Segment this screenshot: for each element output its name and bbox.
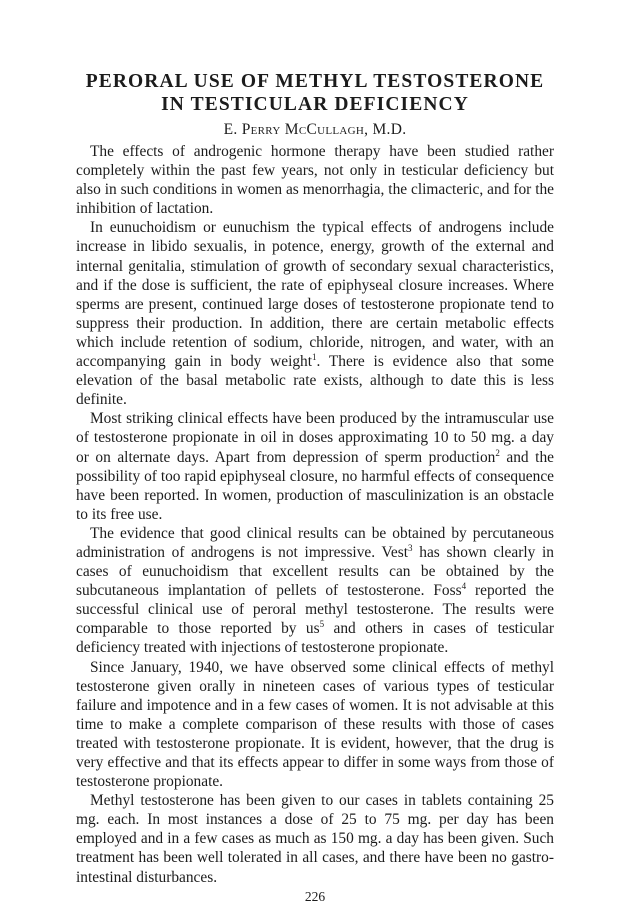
paragraph-text: . There is evidence also that some elevation of the basal metabolic rate exists, although to date this is less definite. <box>76 353 554 409</box>
paragraph-text: In eunuchoidism or eunuchism the typical effects of androgens include increase in libido sexualis, in potence, energy, growth of the external and internal genitalia, stimulation of growth of secondary sexual characteristics, and if the dose is sufficient, the rate of epiphyseal closure increases. Where sperms are present, continued large doses of testosterone propionate tend to suppress their production. In addition, there are certain metabolic effects which include retention of sodium, chloride, nitrogen, and water, with an accompanying gain in body weight <box>76 219 554 371</box>
title-line-2: IN TESTICULAR DEFICIENCY <box>161 94 469 115</box>
article-page <box>76 70 554 905</box>
footnote-ref-5: 5 <box>319 619 325 630</box>
footnote-ref-2: 2 <box>495 447 500 458</box>
author-initial: E. <box>223 121 242 138</box>
author-name: Perry McCullagh <box>241 121 365 138</box>
paragraph-text: Methyl testosterone has been given to our cases in tablets containing 25 mg. each. In most instances a dose of 25 to 75 mg. per day has been employed and in a few cases as much as 150 mg. a day has been given. Such treatment has been well tolerated in all cases, and there have been no gastro-intestinal disturbances. <box>76 792 554 886</box>
author-byline <box>76 120 554 140</box>
paragraph-5 <box>76 658 554 792</box>
paragraph-1 <box>76 142 554 218</box>
paragraph-6 <box>76 791 554 886</box>
footnote-ref-4: 4 <box>461 581 467 592</box>
paragraph-text: and the possibility of too rapid epiphyseal closure, no harmful effects of consequence have been reported. In women, production of masculinization is an obstacle to its free use. <box>76 448 554 523</box>
author-degree: , M.D. <box>364 121 407 138</box>
paragraph-4 <box>76 524 554 658</box>
footnote-ref-1: 1 <box>312 351 317 362</box>
article-title <box>76 70 554 116</box>
footnote-ref-3: 3 <box>408 542 413 553</box>
paragraph-3 <box>76 409 554 524</box>
paragraph-text: Most striking clinical effects have been produced by the intramuscular use of testosterone propionate in oil in doses approximating 10 to 50 mg. a day or on alternate days. Apart from depression of sperm production <box>76 410 554 466</box>
paragraph-text: The evidence that good clinical results can be obtained by percutaneous administration of androgens is not impressive. Vest <box>76 524 554 561</box>
paragraph-text: Since January, 1940, we have observed some clinical effects of methyl testosterone given orally in nineteen cases of various types of testicular failure and impotence and in a few cases of women. It is not advisable at this time to make a complete comparison of these results with those of cases treated with testosterone propionate. It is evident, however, that the drug is very effective and that its effects appear to differ in some ways from those of testosterone propionate. <box>76 658 554 791</box>
paragraph-2 <box>76 218 554 409</box>
paragraph-text: reported the successful clinical use of peroral methyl testosterone. The results were comparable to those reported by us <box>76 582 554 638</box>
title-line-1: PERORAL USE OF METHYL TESTOSTERONE <box>85 71 545 92</box>
paragraph-text: and others in cases of testicular deficiency treated with injections of testosterone propionate. <box>76 620 554 657</box>
paragraph-text: The effects of androgenic hormone therapy have been studied rather completely within the past few years, not only in testicular deficiency but also in such conditions in women as menorrhagia, the climacteric, and for the inhibition of lactation. <box>76 143 554 218</box>
paragraph-text: has shown clearly in cases of eunuchoidism that excellent results can be obtained by the subcutaneous implantation of pellets of testosterone. Foss <box>76 543 554 600</box>
page-number: 226 <box>304 888 326 904</box>
